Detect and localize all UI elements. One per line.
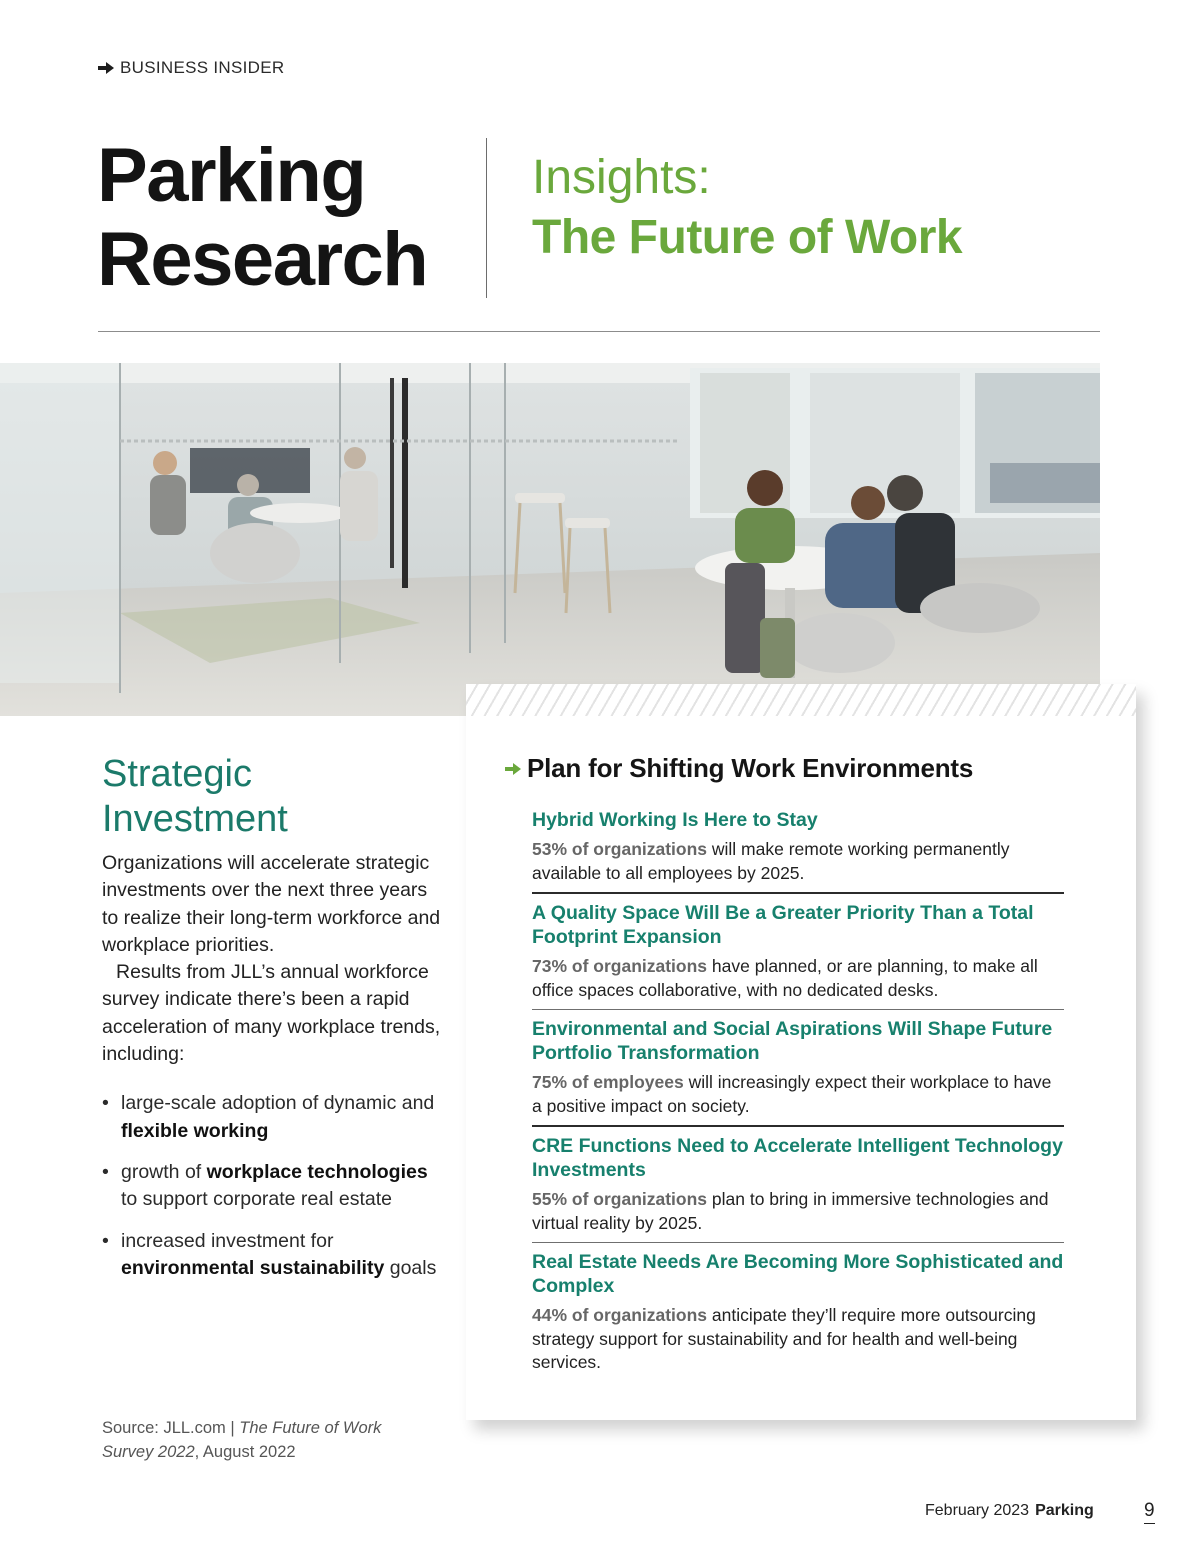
source-title: The Future of Work Survey 2022	[102, 1419, 382, 1461]
section-label-text: BUSINESS INSIDER	[120, 58, 285, 77]
footer-date: February 2023	[925, 1502, 1030, 1519]
finding-text	[532, 1071, 1064, 1118]
source-citation	[102, 1416, 432, 1464]
title-line-2: Research	[97, 217, 428, 302]
bullet-text: large-scale adoption of dynamic and	[121, 1092, 435, 1115]
title-line-1: Parking	[97, 133, 366, 218]
finding-detail: plan to bring in immersive technologies and virtual reality by 2025.	[532, 1189, 1049, 1233]
finding-stat: 55% of organizations	[532, 1189, 708, 1209]
finding-stat: 53% of organizations	[532, 839, 708, 859]
bullet-text: goals	[384, 1256, 437, 1279]
source-prefix: Source: JLL.com |	[102, 1419, 240, 1437]
office-photo	[0, 363, 1100, 716]
paragraph-1: Organizations will accelerate strategic investments over the next three years to realize their long-term workforce and workplace priorities.	[102, 852, 441, 956]
vertical-divider	[486, 138, 487, 298]
heading-line-2: Investment	[102, 798, 288, 840]
finding-detail: will increasingly expect their workplace to have a positive impact on society.	[532, 1072, 1052, 1116]
bullet-text: to support corporate real estate	[121, 1188, 392, 1211]
insights-heading	[532, 148, 962, 268]
finding-item	[532, 808, 1064, 894]
finding-item	[532, 1134, 1064, 1243]
finding-text	[532, 955, 1064, 1002]
bullet-text: increased investment for	[121, 1229, 334, 1252]
source-date: , August 2022	[194, 1443, 296, 1461]
finding-text	[532, 1304, 1064, 1375]
panel-hatch-pattern	[466, 684, 1136, 716]
heading-line-1: Strategic	[102, 753, 252, 795]
plan-section-title	[505, 753, 973, 784]
arrow-right-icon	[505, 763, 521, 775]
insights-line-2: The Future of Work	[532, 211, 963, 264]
list-item	[102, 1228, 447, 1283]
finding-detail: will make remote working permanently available to all employees by 2025.	[532, 839, 1010, 883]
list-item	[102, 1159, 447, 1214]
strategic-investment-column	[102, 752, 447, 1296]
finding-detail: have planned, or are planning, to make all office spaces collaborative, with no dedicated desks.	[532, 956, 1038, 1000]
finding-stat: 44% of organizations	[532, 1305, 708, 1325]
finding-text	[532, 838, 1064, 885]
paragraph-2: Results from JLL’s annual workforce survey indicate there’s been a rapid acceleration of many workplace trends, including:	[102, 961, 441, 1066]
list-item	[102, 1090, 447, 1145]
header-rule	[98, 331, 1100, 332]
finding-heading: Hybrid Working Is Here to Stay	[532, 809, 818, 831]
findings-list	[532, 806, 1064, 1389]
finding-stat: 73% of organizations	[532, 956, 708, 976]
finding-detail: anticipate they’ll require more outsourcing strategy support for sustainability and for health and well-being services.	[532, 1305, 1036, 1372]
arrow-right-icon	[98, 62, 114, 74]
bullet-bold: workplace technologies	[206, 1160, 428, 1183]
plan-section-title-text: Plan for Shifting Work Environments	[527, 753, 974, 783]
page-number: 9	[1144, 1500, 1155, 1524]
page-title	[97, 134, 427, 302]
bullet-bold: flexible working	[121, 1119, 269, 1142]
footer-publication: Parking	[1035, 1502, 1094, 1519]
finding-heading: Real Estate Needs Are Becoming More Sophisticated and Complex	[532, 1251, 1064, 1297]
strategic-investment-heading	[102, 752, 447, 842]
finding-heading: CRE Functions Need to Accelerate Intelligent Technology Investments	[532, 1135, 1063, 1181]
trend-list	[102, 1090, 447, 1282]
finding-item	[532, 901, 1064, 1010]
insights-line-1: Insights:	[532, 151, 711, 204]
bullet-text: growth of	[121, 1160, 207, 1183]
finding-item	[532, 1250, 1064, 1382]
page-footer	[925, 1502, 1094, 1520]
bullet-bold: environmental sustainability	[121, 1256, 385, 1279]
finding-heading: A Quality Space Will Be a Greater Priority Than a Total Footprint Expansion	[532, 902, 1034, 948]
finding-text	[532, 1188, 1064, 1235]
finding-stat: 75% of employees	[532, 1072, 684, 1092]
finding-item	[532, 1017, 1064, 1127]
finding-heading: Environmental and Social Aspirations Will Shape Future Portfolio Transformation	[532, 1018, 1053, 1064]
body-paragraph	[102, 850, 447, 1068]
section-label	[98, 58, 284, 78]
